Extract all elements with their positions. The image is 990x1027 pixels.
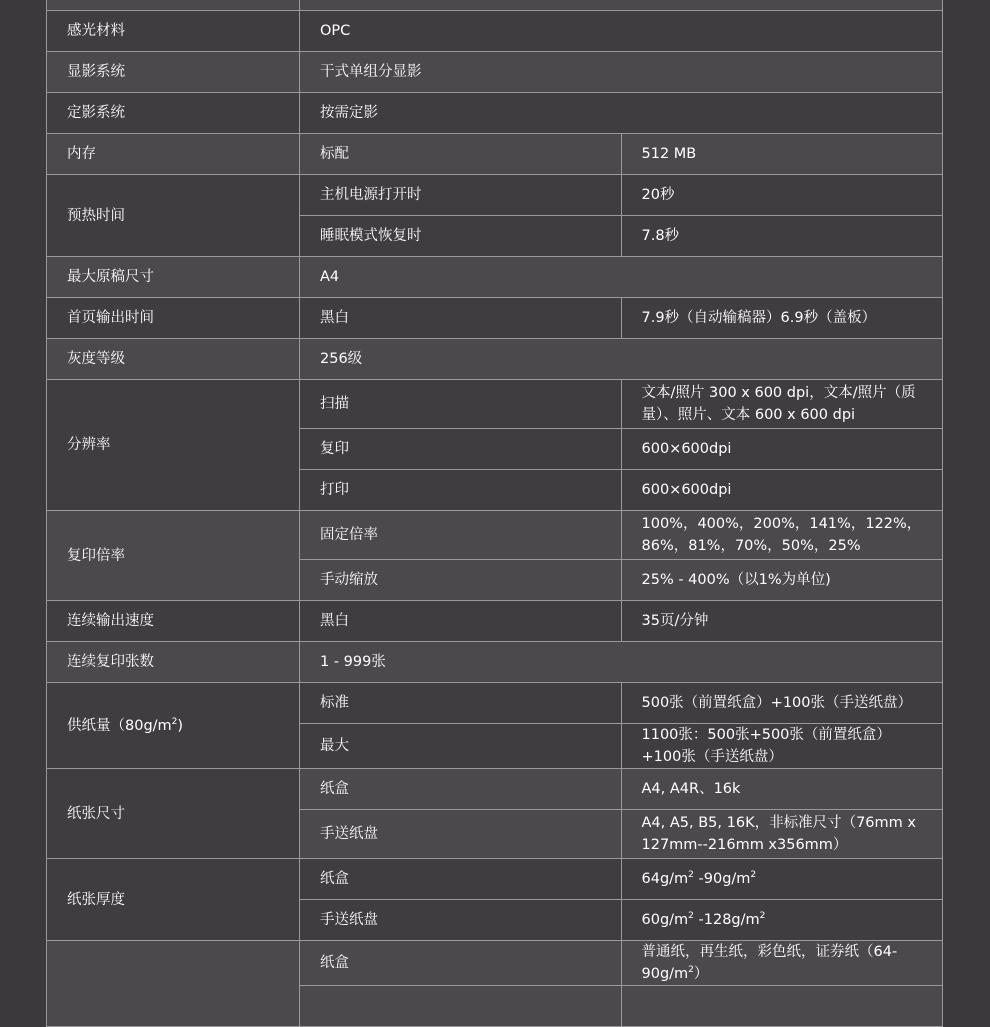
- table-row: [47, 769, 943, 810]
- spec-label: 连续输出速度: [47, 601, 300, 642]
- table-row: [47, 175, 943, 216]
- spec-sublabel: 最大: [300, 724, 622, 769]
- superscript: 2: [759, 911, 766, 922]
- table-row: [47, 941, 943, 986]
- table-row: [47, 298, 943, 339]
- spec-sublabel: 主机电源打开时: [300, 175, 622, 216]
- table-row: [47, 257, 943, 298]
- spec-sublabel: 黑白: [300, 601, 622, 642]
- spec-value: 干式单组分显影: [300, 52, 943, 93]
- spec-label: 首页输出时间: [47, 298, 300, 339]
- spec-sublabel: 标准: [300, 683, 622, 724]
- spec-value: 500张（前置纸盒）+100张（手送纸盘）: [621, 683, 943, 724]
- spec-value: 25% - 400%（以1%为单位): [621, 560, 943, 601]
- spec-value: OPC: [300, 11, 943, 52]
- spec-sublabel: 纸盒: [300, 941, 622, 986]
- spec-label: 内存: [47, 134, 300, 175]
- spec-sublabel: 扫描: [300, 380, 622, 429]
- table-row: [47, 339, 943, 380]
- spec-sublabel: 纸盒: [300, 769, 622, 810]
- spec-value: A4: [300, 257, 943, 298]
- superscript: 2: [688, 965, 694, 976]
- spec-label: 纸张尺寸: [47, 769, 300, 859]
- spec-label: 定影系统: [47, 93, 300, 134]
- spec-label: [47, 941, 300, 1027]
- spec-value: 512 MB: [621, 134, 943, 175]
- spec-label: 最大原稿尺寸: [47, 257, 300, 298]
- spec-value: [300, 0, 943, 11]
- spec-sublabel: 固定倍率: [300, 511, 622, 560]
- spec-sublabel: 纸盒: [300, 859, 622, 900]
- spec-value: 按需定影: [300, 93, 943, 134]
- value-text: 60g/m: [641, 912, 689, 928]
- spec-value: [621, 900, 943, 941]
- spec-value: 7.9秒（自动输稿器）6.9秒（盖板）: [621, 298, 943, 339]
- spec-label: [47, 0, 300, 11]
- superscript: 2: [688, 911, 694, 922]
- table-row: [47, 601, 943, 642]
- spec-sublabel: 黑白: [300, 298, 622, 339]
- spec-label: 纸张厚度: [47, 859, 300, 941]
- value-text: 普通纸，再生纸，彩色纸，证券纸（64-90g/m: [641, 944, 898, 982]
- spec-sublabel: 手送纸盘: [300, 900, 622, 941]
- spec-label: 显影系统: [47, 52, 300, 93]
- spec-value: [621, 859, 943, 900]
- spec-value: 600×600dpi: [621, 470, 943, 511]
- table-row: [47, 52, 943, 93]
- spec-table: [46, 0, 943, 1027]
- spec-label-text: 供纸量（80g/m: [67, 717, 172, 734]
- spec-label: 感光材料: [47, 11, 300, 52]
- superscript: 2: [750, 870, 757, 881]
- table-row: [47, 0, 943, 11]
- spec-value: A4, A4R、16k: [621, 769, 943, 810]
- table-row: [47, 380, 943, 429]
- value-text: -128g/m: [693, 912, 760, 928]
- spec-label: 预热时间: [47, 175, 300, 257]
- table-row: [47, 859, 943, 900]
- spec-value: A4, A5, B5, 16K，非标准尺寸（76mm x 127mm--216mm x356mm）: [621, 810, 943, 859]
- table-row: [47, 11, 943, 52]
- table-row: [47, 511, 943, 560]
- superscript: 2: [688, 870, 694, 881]
- spec-sublabel: [300, 986, 622, 1027]
- spec-value: [621, 986, 943, 1027]
- superscript: 2: [171, 716, 178, 727]
- value-text: ）: [693, 966, 709, 982]
- spec-sublabel: 打印: [300, 470, 622, 511]
- value-text: 64g/m: [641, 871, 689, 887]
- spec-sublabel: 手动缩放: [300, 560, 622, 601]
- spec-value: 256级: [300, 339, 943, 380]
- table-row: [47, 642, 943, 683]
- spec-sublabel: 复印: [300, 429, 622, 470]
- value-text: -90g/m: [693, 871, 751, 887]
- spec-value: 35页/分钟: [621, 601, 943, 642]
- spec-value: 1100张：500张+500张（前置纸盒）+100张（手送纸盘）: [621, 724, 943, 769]
- spec-value: 20秒: [621, 175, 943, 216]
- spec-label: [47, 683, 300, 769]
- spec-sublabel: 手送纸盘: [300, 810, 622, 859]
- spec-sublabel: 标配: [300, 134, 622, 175]
- spec-label-text: ): [177, 717, 184, 734]
- spec-value: [621, 941, 943, 986]
- table-row: [47, 134, 943, 175]
- spec-sublabel: 睡眠模式恢复时: [300, 216, 622, 257]
- spec-label: 分辨率: [47, 380, 300, 511]
- table-row: [47, 93, 943, 134]
- spec-label: 灰度等级: [47, 339, 300, 380]
- spec-value: 100%，400%，200%，141%，122%，86%，81%，70%，50%，25%: [621, 511, 943, 560]
- spec-value: 7.8秒: [621, 216, 943, 257]
- spec-value: 文本/照片 300 x 600 dpi，文本/照片（质量）、照片、文本 600 x 600 dpi: [621, 380, 943, 429]
- spec-label: 连续复印张数: [47, 642, 300, 683]
- spec-value: 600×600dpi: [621, 429, 943, 470]
- table-row: [47, 683, 943, 724]
- spec-label: 复印倍率: [47, 511, 300, 601]
- spec-value: 1 - 999张: [300, 642, 943, 683]
